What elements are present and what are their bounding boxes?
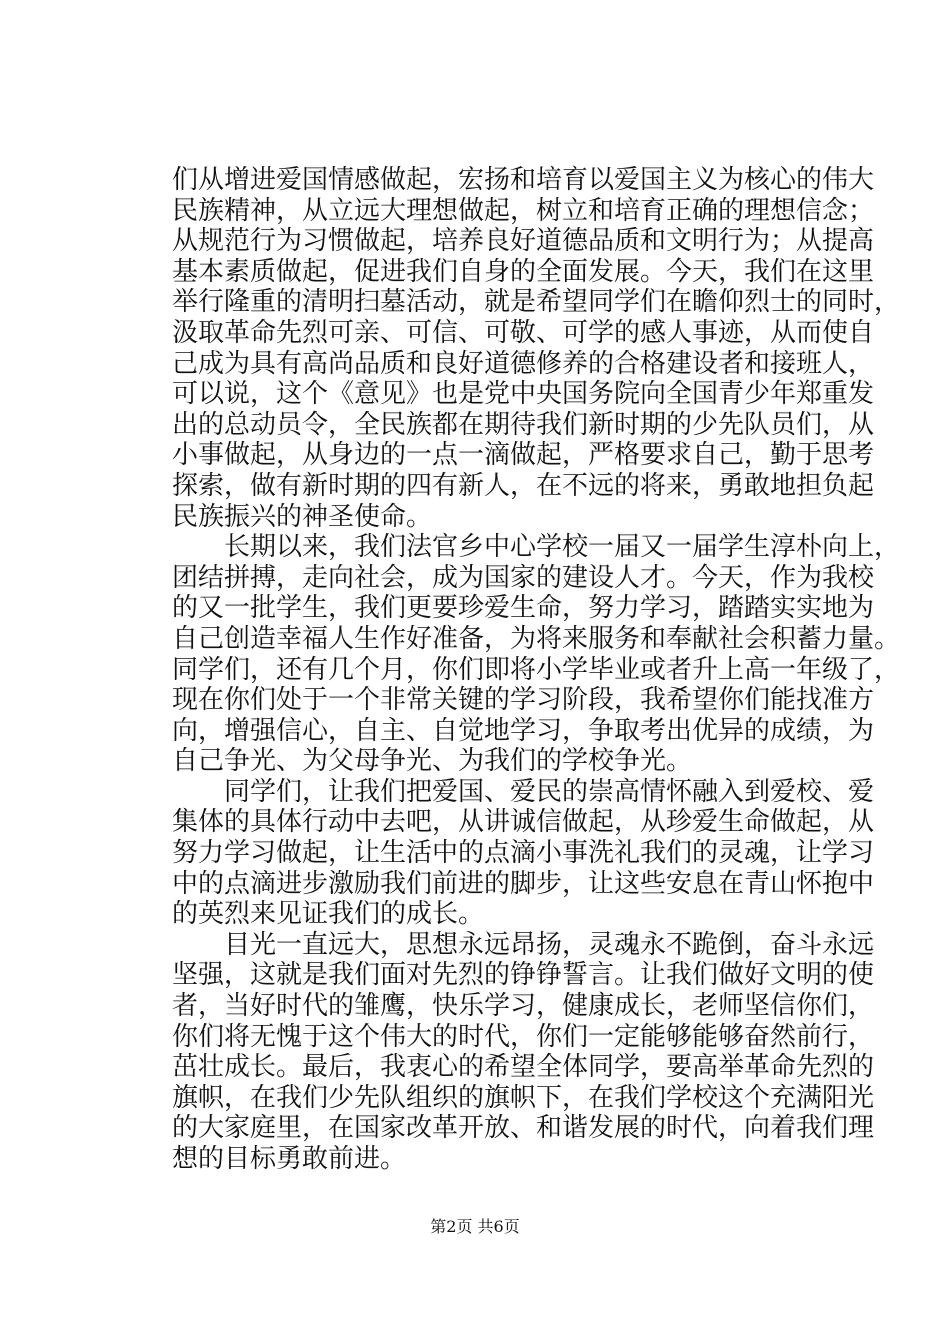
text-line: 探索，做有新时期的四有新人，在不远的将来，勇敢地担负起 (172, 470, 875, 501)
text-line: 们从增进爱国情感做起，宏扬和培育以爱国主义为核心的伟大 (172, 165, 875, 195)
text-line: 小事做起，从身边的一点一滴做起，严格要求自己，勤于思考 (172, 440, 875, 471)
document-body (172, 165, 901, 1175)
paragraph (172, 776, 875, 930)
text-line: 旗帜，在我们少先队组织的旗帜下，在我们学校这个充满阳光 (172, 1082, 875, 1113)
text-line: 团结拼搏，走向社会，成为国家的建设人才。今天，作为我校 (172, 562, 875, 593)
text-line: 自己创造幸福人生作好准备，为将来服务和奉献社会积蓄力量。 (172, 623, 901, 654)
text-line: 现在你们处于一个非常关键的学习阶段，我希望你们能找准方 (172, 685, 875, 716)
text-line: 的又一批学生，我们更要珍爱生命，努力学习，踏踏实实地为 (172, 593, 875, 624)
text-line: 同学们，还有几个月，你们即将小学毕业或者升上高一年级了， (172, 654, 901, 685)
text-line: 的英烈来见证我们的成长。 (172, 899, 485, 930)
text-line: 举行隆重的清明扫墓活动，就是希望同学们在瞻仰烈士的同时， (172, 287, 901, 318)
paragraph (172, 929, 875, 1175)
text-line: 同学们，让我们把爱国、爱民的崇高情怀融入到爱校、爱 (172, 776, 875, 807)
text-line: 茁壮成长。最后，我衷心的希望全体同学，要高举革命先烈的 (172, 1052, 875, 1083)
text-line: 坚强，这就是我们面对先烈的铮铮誓言。让我们做好文明的使 (172, 960, 875, 991)
text-line: 努力学习做起，让生活中的点滴小事洗礼我们的灵魂，让学习 (172, 838, 875, 869)
paragraph (172, 532, 901, 777)
text-line: 己成为具有高尚品质和良好道德修养的合格建设者和接班人， (172, 348, 875, 379)
text-line: 从规范行为习惯做起，培养良好道德品质和文明行为；从提高 (172, 226, 875, 257)
text-line: 可以说，这个《意见》也是党中央国务院向全国青少年郑重发 (172, 379, 875, 410)
text-line: 民族精神，从立远大理想做起，树立和培育正确的理想信念； (172, 195, 875, 226)
text-line: 的大家庭里，在国家改革开放、和谐发展的时代，向着我们理 (172, 1113, 875, 1144)
text-line: 自己争光、为父母争光、为我们的学校争光。 (172, 746, 693, 777)
text-line: 集体的具体行动中去吧，从讲诚信做起，从珍爱生命做起，从 (172, 807, 875, 838)
text-line: 中的点滴进步激励我们前进的脚步，让这些安息在青山怀抱中 (172, 868, 875, 899)
text-line: 出的总动员令，全民族都在期待我们新时期的少先队员们，从 (172, 409, 875, 440)
text-line: 想的目标勇敢前进。 (172, 1144, 407, 1174)
text-line: 基本素质做起，促进我们自身的全面发展。今天，我们在这里 (172, 256, 875, 287)
text-line: 民族振兴的神圣使命。 (172, 501, 433, 532)
text-line: 目光一直远大，思想永远昂扬，灵魂永不跪倒，奋斗永远 (172, 929, 875, 960)
text-line: 汲取革命先烈可亲、可信、可敬、可学的感人事迹，从而使自 (172, 317, 875, 348)
text-line: 者，当好时代的雏鹰，快乐学习，健康成长，老师坚信你们， (172, 991, 875, 1022)
paragraph (172, 165, 901, 532)
text-line: 向，增强信心，自主、自觉地学习，争取考出优异的成绩，为 (172, 715, 875, 746)
text-line: 你们将无愧于这个伟大的时代，你们一定能够能够奋然前行， (172, 1021, 875, 1052)
page-number-footer: 第2页 共6页 (430, 1217, 520, 1236)
text-line: 长期以来，我们法官乡中心学校一届又一届学生淳朴向上， (172, 532, 901, 563)
